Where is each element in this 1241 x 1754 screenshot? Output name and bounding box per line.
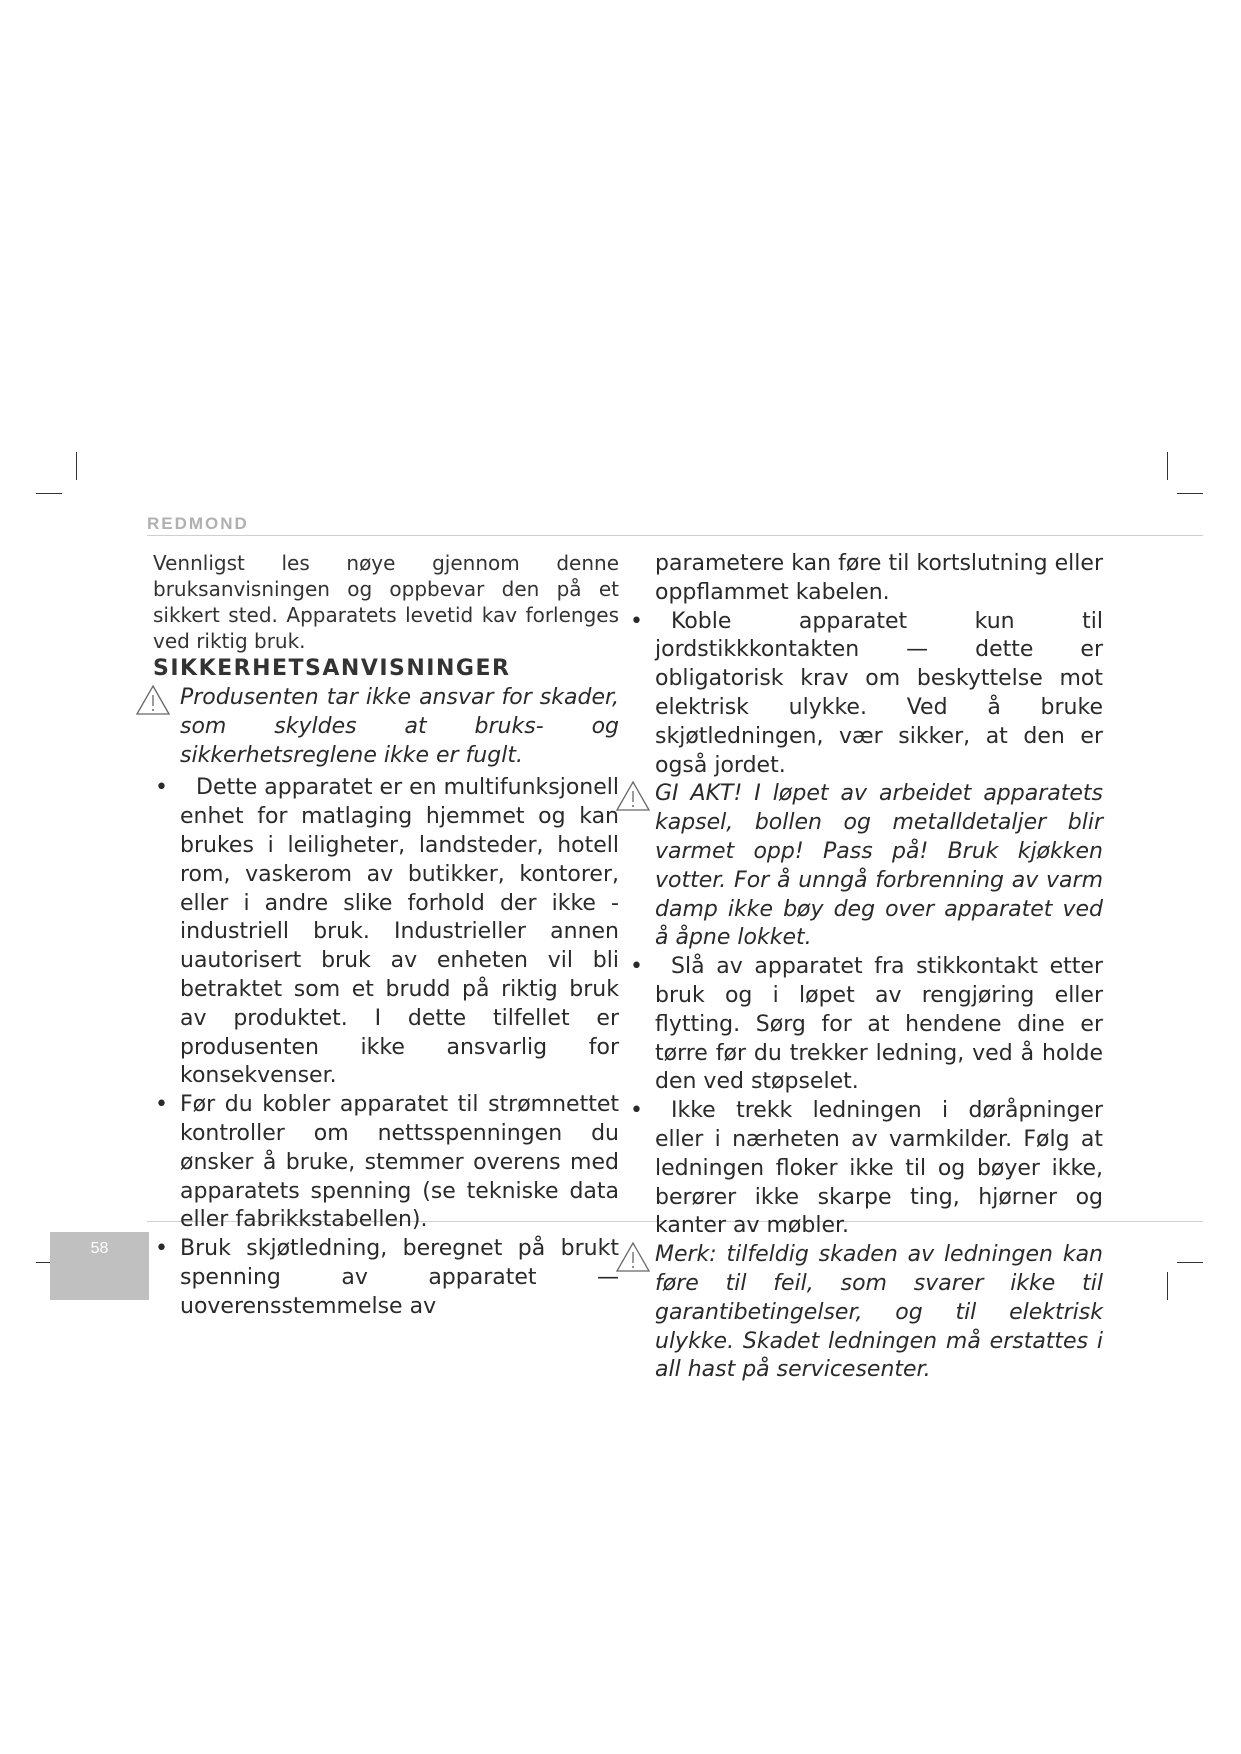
- list-item: [630, 953, 1103, 1097]
- warning-block: [655, 780, 1103, 953]
- intro-paragraph: Vennligst les nøye gjennom denne bruksanvisningen og oppbevar den på et sikkert sted. Apparatets levetid kav forlenges ved riktig bruk.: [153, 551, 619, 653]
- list-item: [155, 774, 619, 1091]
- list-item: [630, 1097, 1103, 1241]
- brand-logo: REDMOND: [147, 514, 249, 533]
- bullet-icon: •: [630, 1098, 643, 1124]
- right-column: [630, 550, 1103, 1385]
- bullet-text: Slå av apparatet fra stikkontakt etter bruk og i løpet av rengjøring eller flytting. Sørg for at hendene dine er tørre før du trekker ledning, ved å holde den ved støpselet.: [655, 954, 1103, 1095]
- bullet-text: Ikke trekk ledningen i døråpninger eller i nærheten av varmkilder. Følg at ledningen floker ikke til og bøyer ikke, berører ikke skarpe ting, hjørner og kanter av møbler.: [655, 1098, 1103, 1239]
- header-rule: [147, 535, 1203, 536]
- bullet-icon: •: [155, 775, 168, 801]
- warning-triangle-icon: [615, 1241, 651, 1273]
- bullet-icon: •: [630, 954, 643, 980]
- bullet-icon: •: [155, 1092, 168, 1118]
- warning-triangle-icon: [615, 780, 651, 812]
- left-column: [153, 550, 619, 1322]
- bullet-text: Dette apparatet er en multifunksjonell enhet for matlaging hjemmet og kan brukes i leiligheter, landsteder, hotell rom, vaskerom av butikker, kontorer, eller i andre slike forhold der ikke - industriell bruk. Industrieller annen uautorisert bruk av enheten vil bli betraktet som et brudd på riktig bruk av produktet. I dette tilfellet er produsenten ikke ansvarlig for konsekvenser.: [180, 775, 619, 1089]
- list-item: [155, 1091, 619, 1235]
- bullet-text: Før du kobler apparatet til strømnettet kontroller om nettsspenningen du ønsker å bruke, stemmer overens med apparatets spenning (se tekniske data eller fabrikkstabellen).: [180, 1092, 619, 1233]
- continuation-text: parametere kan føre til kortslutning eller oppflammet kabelen.: [655, 551, 1103, 605]
- section-heading: SIKKERHETSANVISNINGER: [153, 656, 511, 681]
- warning-text: Merk: tilfeldig skaden av ledningen kan føre til feil, som svarer ikke til garantibetingelser, og til elektrisk ulykke. Skadet ledningen må erstattes i all hast på servicesenter.: [655, 1242, 1103, 1383]
- bullet-icon: •: [630, 608, 643, 634]
- crop-mark: [36, 493, 62, 494]
- crop-mark: [76, 452, 77, 480]
- warning-block: [655, 1241, 1103, 1385]
- warning-triangle-icon: [135, 684, 171, 716]
- bullet-text: Koble apparatet kun til jordstikkkontakten — dette er obligatorisk krav om beskyttelse mot elektrisk ulykke. Ved å bruke skjøtledningen, vær sikker, at den er også jordet.: [655, 608, 1103, 778]
- warning-block: [180, 684, 619, 770]
- crop-mark: [1177, 493, 1203, 494]
- bullet-icon: •: [155, 1236, 168, 1262]
- list-item: [155, 1235, 619, 1321]
- crop-mark: [1167, 1272, 1168, 1300]
- warning-text: Produsenten tar ikke ansvar for skader, som skyldes at bruks- og sikkerhetsreglene ikke er fuglt.: [180, 685, 619, 768]
- bullet-text: Bruk skjøtledning, beregnet på brukt spenning av apparatet — uoverensstemmelse av: [180, 1236, 619, 1319]
- list-item: [630, 608, 1103, 781]
- crop-mark: [1167, 452, 1168, 480]
- page-number: 58: [50, 1232, 149, 1300]
- crop-mark: [1177, 1262, 1203, 1263]
- warning-text: GI AKT! I løpet av arbeidet apparatets kapsel, bollen og metalldetaljer blir varmet opp! Pass på! Bruk kjøkken votter. For å unngå forbrenning av varm damp ikke bøy deg over apparatet ved å åpne lokket.: [655, 781, 1103, 951]
